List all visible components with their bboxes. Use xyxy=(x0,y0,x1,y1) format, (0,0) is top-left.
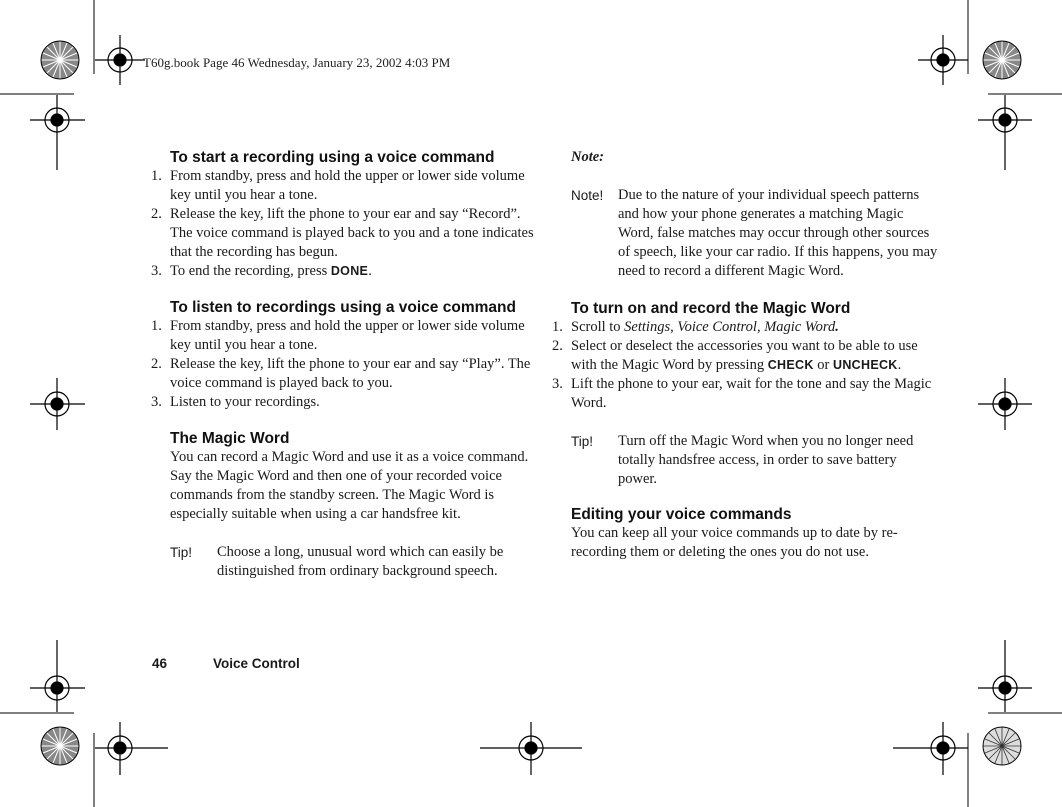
list-item: 3. Listen to your recordings. xyxy=(151,394,320,410)
tip-box xyxy=(571,432,939,489)
list-item: 2. Select or deselect the accessories you want to be able to use with the Magic Word by pressing CHECK or UNCHECK. xyxy=(552,338,918,373)
registration-target-icon xyxy=(978,378,1032,430)
star-target-icon xyxy=(41,41,79,79)
list-item: 1. Scroll to Settings, Voice Control, Magic Word. xyxy=(552,319,839,335)
registration-target-icon xyxy=(95,35,145,85)
star-target-icon xyxy=(983,41,1021,79)
page-number: 46 xyxy=(152,656,168,671)
list-item: 2. Release the key, lift the phone to your ear and say “Record”. The voice command is played back to you and a tone indicates that the recording has begun. xyxy=(151,206,534,260)
list-item: 3. To end the recording, press DONE. xyxy=(151,263,372,279)
list-item: 1. From standby, press and hold the upper or lower side volume key until you hear a tone. xyxy=(151,168,525,203)
tip-label: Tip! xyxy=(170,545,193,560)
tip-box xyxy=(170,543,536,581)
star-target-icon xyxy=(41,727,79,765)
editing-commands-body: You can keep all your voice commands up to date by re-recording them or deleting the ones you do not use. xyxy=(571,525,898,560)
note-box xyxy=(571,186,939,281)
done-key-label: DONE xyxy=(330,264,369,278)
note-label: Note! xyxy=(571,188,604,203)
settings-path: Settings, Voice Control, Magic Word xyxy=(624,319,836,335)
heading-editing-commands: Editing your voice commands xyxy=(571,506,792,523)
registration-target-icon xyxy=(918,35,968,85)
listen-recordings-steps xyxy=(151,317,536,412)
page-footer xyxy=(152,656,300,671)
left-column xyxy=(151,148,536,581)
print-header: T60g.book Page 46 Wednesday, January 23, 2002 4:03 PM xyxy=(143,55,451,70)
list-item: 2. Release the key, lift the phone to your ear and say “Play”. The voice command is played back to you. xyxy=(151,356,531,391)
uncheck-key-label: UNCHECK xyxy=(833,358,898,372)
heading-start-recording: To start a recording using a voice command xyxy=(170,149,495,166)
tip-label: Tip! xyxy=(571,434,594,449)
tip-text: Turn off the Magic Word when you no longer need totally handsfree access, in order to save battery power. xyxy=(618,433,914,487)
registration-target-icon xyxy=(30,640,85,712)
section-title: Voice Control xyxy=(213,656,300,671)
check-key-label: CHECK xyxy=(767,358,814,372)
heading-listen-recordings: To listen to recordings using a voice command xyxy=(170,299,516,316)
start-recording-steps xyxy=(151,167,536,281)
magic-word-steps xyxy=(552,318,939,413)
registration-target-icon xyxy=(30,378,85,430)
right-column xyxy=(552,148,939,562)
magic-word-body: You can record a Magic Word and use it as a voice command. Say the Magic Word and then one of your recorded voice commands from the standby screen. The Magic Word is especially suitable when using a car handsfree kit. xyxy=(170,449,529,522)
heading-turn-on-magic-word: To turn on and record the Magic Word xyxy=(571,300,851,317)
registration-target-icon xyxy=(30,95,85,170)
registration-target-icon xyxy=(480,722,582,775)
star-target-icon xyxy=(983,727,1021,765)
list-item: 3. Lift the phone to your ear, wait for the tone and say the Magic Word. xyxy=(552,376,932,411)
registration-target-icon xyxy=(893,722,968,775)
note-heading: Note: xyxy=(571,149,605,165)
note-text: Due to the nature of your individual speech patterns and how your phone generates a matching Magic Word, false matches may occur through other sources of speech, like your car radio. If this happens, you may need to record a different Magic Word. xyxy=(618,187,938,279)
heading-magic-word: The Magic Word xyxy=(170,430,290,447)
list-item: 1. From standby, press and hold the upper or lower side volume key until you hear a tone. xyxy=(151,318,525,353)
tip-text: Choose a long, unusual word which can easily be distinguished from ordinary background speech. xyxy=(217,544,504,579)
registration-target-icon xyxy=(95,722,168,775)
registration-target-icon xyxy=(978,640,1032,712)
registration-target-icon xyxy=(978,95,1032,170)
